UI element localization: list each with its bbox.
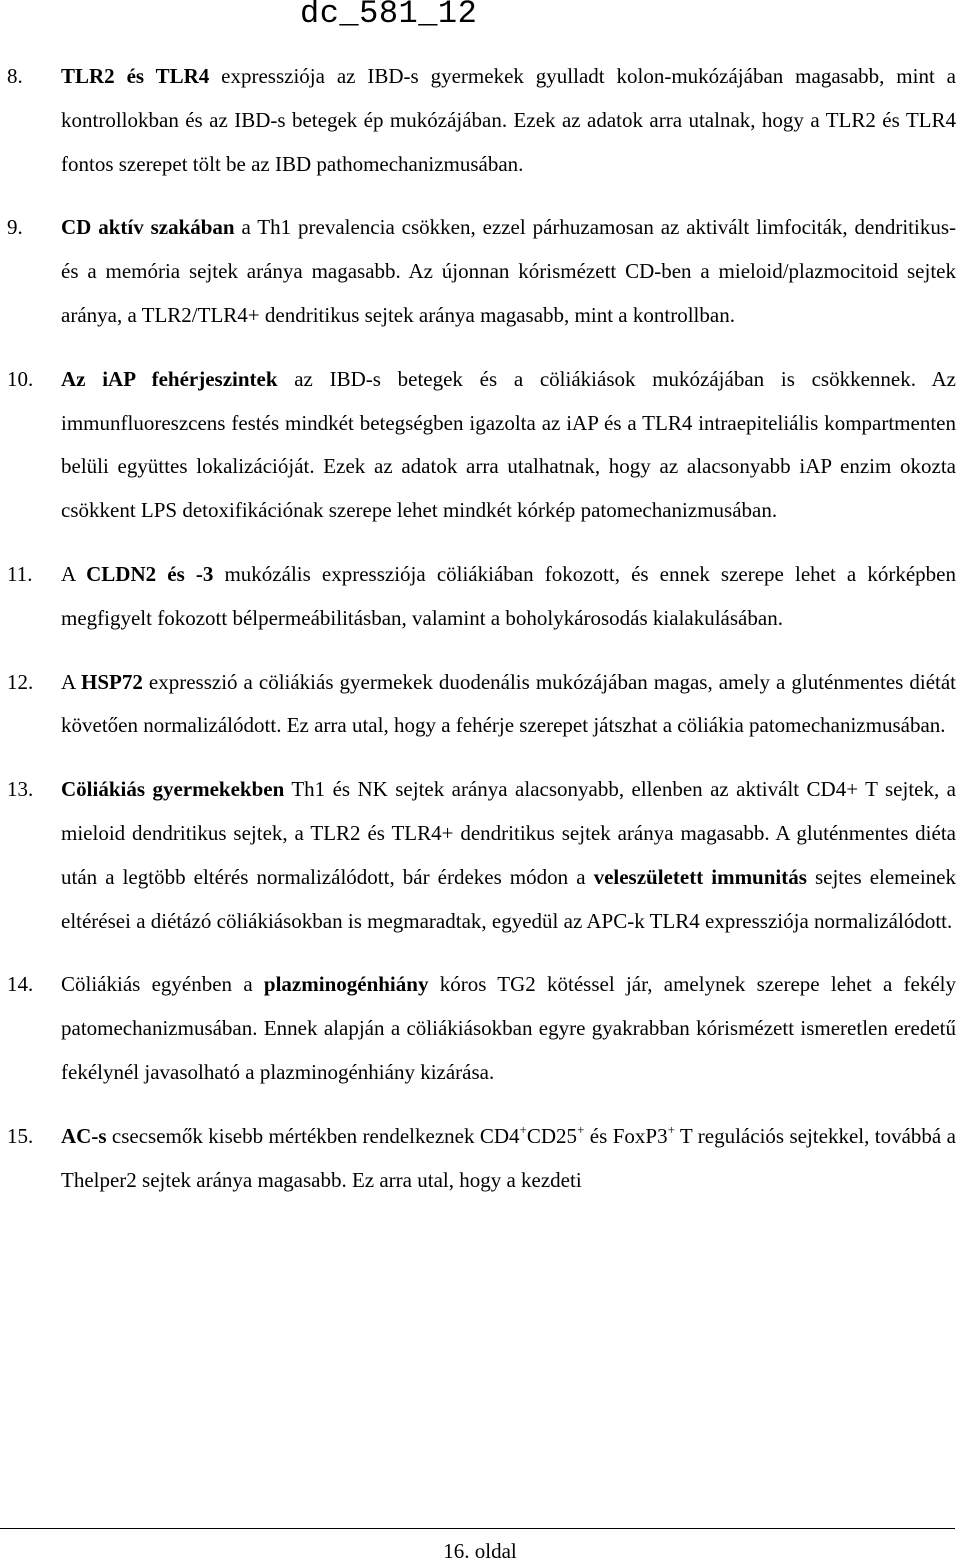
text-run: csecsemők kisebb mértékben rendelkeznek CD4	[106, 1123, 520, 1148]
superscript: +	[577, 1121, 585, 1137]
list-item	[0, 661, 960, 749]
item-number: 8.	[7, 64, 23, 88]
item-text	[61, 206, 956, 337]
text-run: T regulációs sejtekkel, továbbá a Thelper2 sejtek aránya magasabb. Ez arra utal, hogy a kezdeti	[61, 1123, 956, 1192]
item-number: 9.	[7, 215, 23, 240]
footer-divider	[0, 1528, 955, 1529]
text-run: expressziója az IBD-s gyermekek gyulladt kolon-mukózájában magasabb, mint a kontrollokban és az IBD-s betegek ép mukózájában. Ezek az adatok arra utalnak, hogy a TLR2 és TLR4 fontos szerepet tölt be az IBD pathomechanizmusában.	[61, 64, 956, 176]
bold-term: CLDN2 és -3	[86, 561, 214, 586]
item-number: 11.	[7, 561, 33, 586]
list-item	[0, 963, 960, 1094]
text-run: Th1 és NK sejtek aránya alacsonyabb, ellenben az aktivált CD4+ T sejtek, a mieloid dendritikus sejtek, a TLR2 és TLR4+ dendritikus sejtek aránya magasabb. A gluténmentes diéta után a legtöbb eltérés normalizálódott, bár érdekes módon a	[61, 777, 956, 889]
superscript: +	[519, 1121, 527, 1137]
list-item	[0, 358, 960, 533]
text-run: és FoxP3	[584, 1123, 668, 1148]
page-number: 16. oldal	[443, 1539, 517, 1563]
item-text	[61, 1115, 956, 1203]
text-run: expresszió a cöliákiás gyermekek duodenális mukózájában magas, amely a gluténmentes diétát követően normalizálódott. Ez arra utal, hogy a fehérje szerepet játszhat a cöliákia patomechanizmusában.	[61, 669, 956, 738]
bold-term: TLR2 és TLR4	[61, 64, 210, 88]
item-number: 14.	[7, 972, 34, 997]
numbered-findings-list	[0, 55, 960, 1222]
item-number: 12.	[7, 669, 34, 694]
text-run: a Th1 prevalencia csökken, ezzel párhuzamosan az aktivált limfociták, dendritikus- és a memória sejtek aránya magasabb. Az újonnan kórismézett CD-ben a mieloid/plazmocitoid sejtek aránya, a TLR2/TLR4+ dendritikus sejtek aránya magasabb, mint a kontrollban.	[61, 215, 956, 327]
bold-term: CD aktív szakában	[61, 215, 235, 240]
superscript: +	[667, 1121, 675, 1137]
item-text	[61, 358, 956, 533]
text-run: kóros TG2 kötéssel jár, amelynek szerepe lehet a fekély patomechanizmusában. Ennek alapján a cöliákiásokban egyre gyakrabban kórismézett ismeretlen eredetű fekélynél javasolható a plazminogénhiány kizárása.	[61, 972, 956, 1084]
item-number: 15.	[7, 1123, 34, 1148]
item-number: 13.	[7, 777, 34, 802]
bold-term: HSP72	[81, 669, 143, 694]
list-item	[0, 55, 960, 186]
text-run: CD25	[526, 1123, 578, 1148]
text-run: mukózális expressziója cöliákiában fokozott, és ennek szerepe lehet a kórképben megfigyelt fokozott bélpermeábilitásban, valamint a boholykárosodás kialakulásában.	[61, 561, 956, 630]
item-text	[61, 768, 956, 943]
text-run: A	[61, 669, 82, 694]
bold-term: Cöliákiás gyermekekben	[61, 777, 285, 802]
text-run: Cöliákiás egyénben a	[61, 972, 264, 997]
text-run: sejtes elemeinek eltérései a diétázó cöliákiásokban is megmaradtak, egyedül az APC-k TLR4 expressziója normalizálódott.	[61, 864, 956, 933]
item-text	[61, 963, 956, 1094]
item-text	[61, 661, 956, 749]
bold-term: veleszületett immunitás	[593, 864, 807, 889]
text-run: A	[61, 561, 87, 586]
bold-term: Az iAP fehérjeszintek	[61, 366, 278, 391]
list-item	[0, 206, 960, 337]
document-id-header: dc_581_12	[300, 0, 478, 32]
text-run: az IBD-s betegek és a cöliákiások mukózájában is csökkennek. Az immunfluoreszcens festés mindkét betegségben igazolta az iAP és a TLR4 intraepiteliális kompartmenten belüli együttes lokalizációját. Ezek az adatok arra utalhatnak, hogy az alacsonyabb iAP enzim okozta csökkent LPS detoxifikációnak szerepe lehet mindkét kórkép patomechanizmusában.	[61, 366, 956, 523]
item-text	[61, 55, 956, 186]
bold-term: AC-s	[61, 1123, 107, 1148]
bold-term: plazminogénhiány	[263, 972, 429, 997]
item-number: 10.	[7, 366, 34, 391]
item-text	[61, 553, 956, 641]
list-item	[0, 768, 960, 943]
list-item	[0, 553, 960, 641]
list-item	[0, 1115, 960, 1203]
